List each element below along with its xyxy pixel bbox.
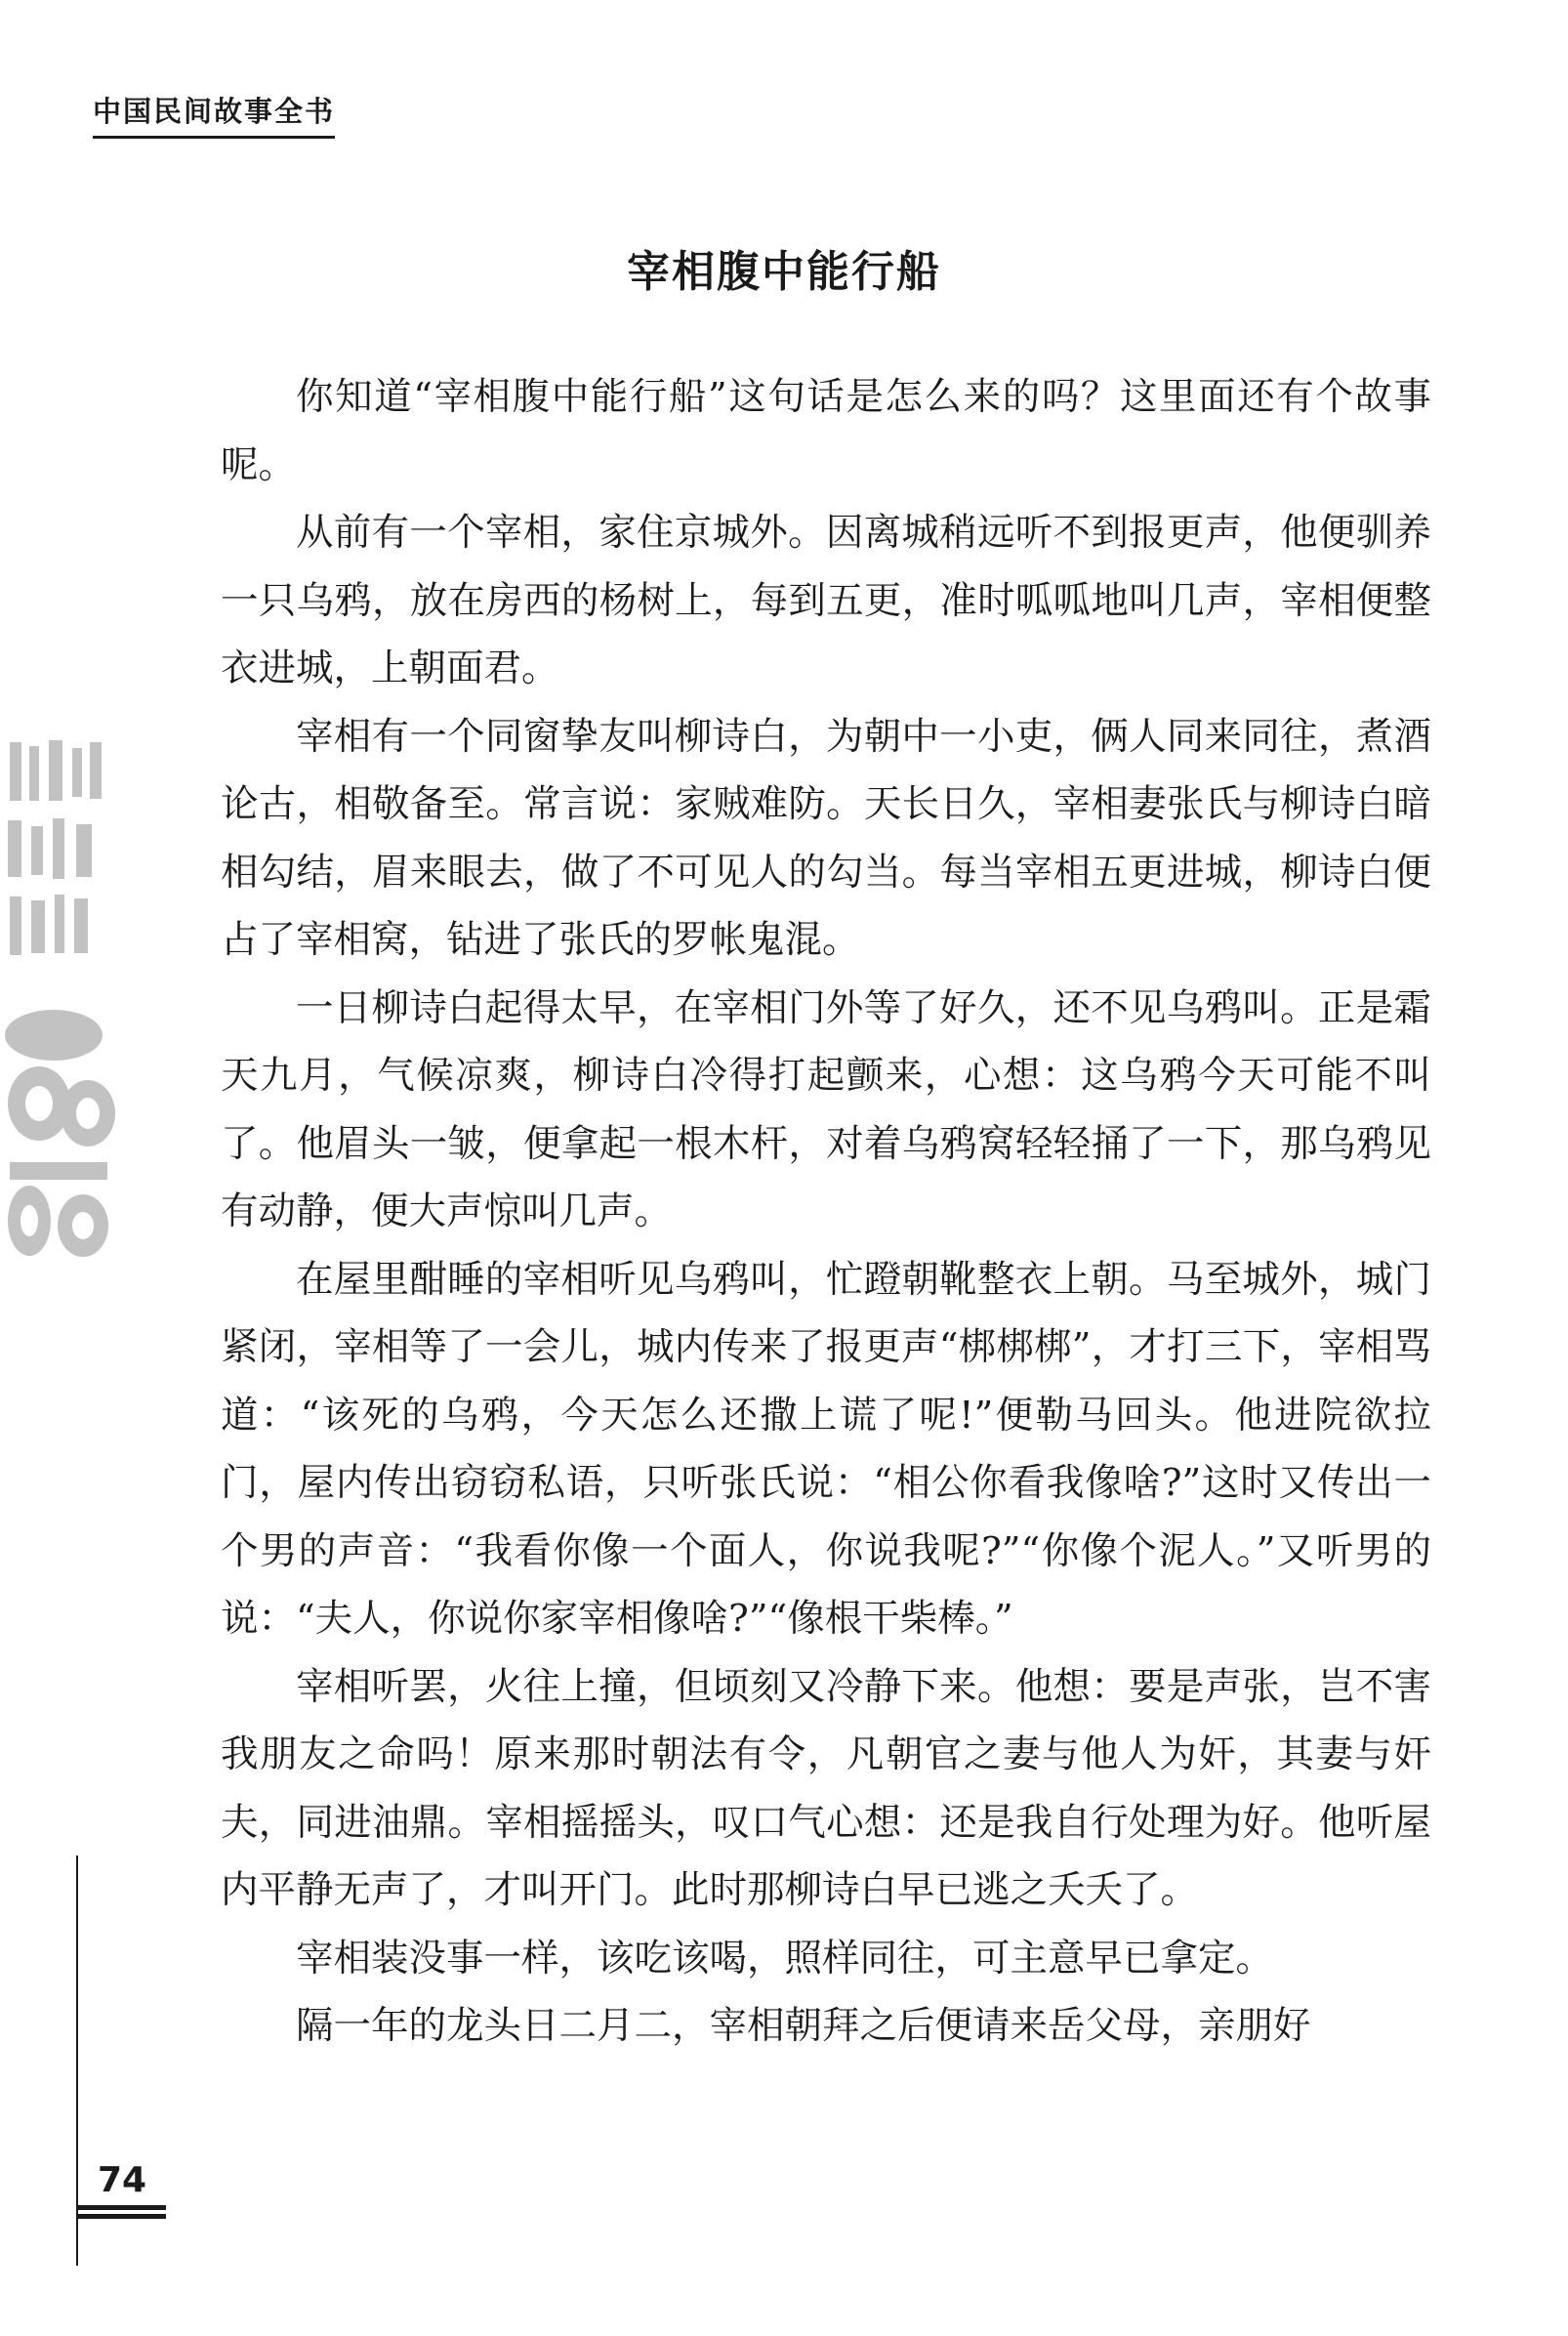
series-title: 中国民间故事全书: [93, 90, 335, 139]
paragraph: 你知道“宰相腹中能行船”这句话是怎么来的吗？这里面还有个故事呢。: [221, 375, 1431, 487]
story-body: [221, 363, 1431, 2061]
paragraph: 隔一年的龙头日二月二，宰相朝拜之后便请来岳父母，亲朋好: [296, 2004, 1311, 2048]
paragraph: 宰相听罢，火往上撞，但顷刻又冷静下来。他想：要是声张，岂不害我朋友之命吗！原来那时朝法有令，凡朝官之妻与他人为奸，其妻与奸夫，同进油鼎。宰相摇摇头，叹口气心想：还是我自行处理为好。他听屋内平静无声了，才叫开门。此时那柳诗白早已逃之夭夭了。: [221, 1664, 1431, 1912]
page-number-bar: [76, 2205, 166, 2219]
paragraph: 一日柳诗白起得太早，在宰相门外等了好久，还不见乌鸦叫。正是霜天九月，气候凉爽，柳诗白冷得打起颤来，心想：这乌鸦今天可能不叫了。他眉头一皱，便拿起一根木杆，对着乌鸦窝轻轻捅了一下，那乌鸦见有动静，便大声惊叫几声。: [221, 985, 1431, 1233]
page-rule: [76, 1856, 78, 2266]
paragraph: 宰相有一个同窗挚友叫柳诗白，为朝中一小吏，俩人同来同往，煮酒论古，相敬备至。常言说：家贼难防。天长日久，宰相妻张氏与柳诗白暗相勾结，眉来眼去，做了不可见人的勾当。每当宰相五更进城，柳诗白便占了宰相窝，钻进了张氏的罗帐鬼混。: [221, 714, 1431, 962]
story-title: 宰相腹中能行船: [627, 247, 941, 297]
side-ornament-icon: [0, 732, 122, 1299]
paragraph: 宰相装没事一样，该吃该喝，照样同往，可主意早已拿定。: [296, 1936, 1274, 1981]
paragraph: 在屋里酣睡的宰相听见乌鸦叫，忙蹬朝靴整衣上朝。马至城外，城门紧闭，宰相等了一会儿，城内传来了报更声“梆梆梆”，才打三下，宰相骂道：“该死的乌鸦，今天怎么还撒上谎了呢!”便勒马回头。他进院欲拉门，屋内传出窃窃私语，只听张氏说：“相公你看我像啥?”这时又传出一个男的声音：“我看你像一个面人，你说我呢?”“你像个泥人。”又听男的说：“夫人，你说你家宰相像啥?”“像根干柴棒。”: [221, 1257, 1431, 1641]
paragraph: 从前有一个宰相，家住京城外。因离城稍远听不到报更声，他便驯养一只乌鸦，放在房西的杨树上，每到五更，准时呱呱地叫几声，宰相便整衣进城，上朝面君。: [221, 511, 1431, 690]
page-number: 74: [98, 2160, 147, 2200]
